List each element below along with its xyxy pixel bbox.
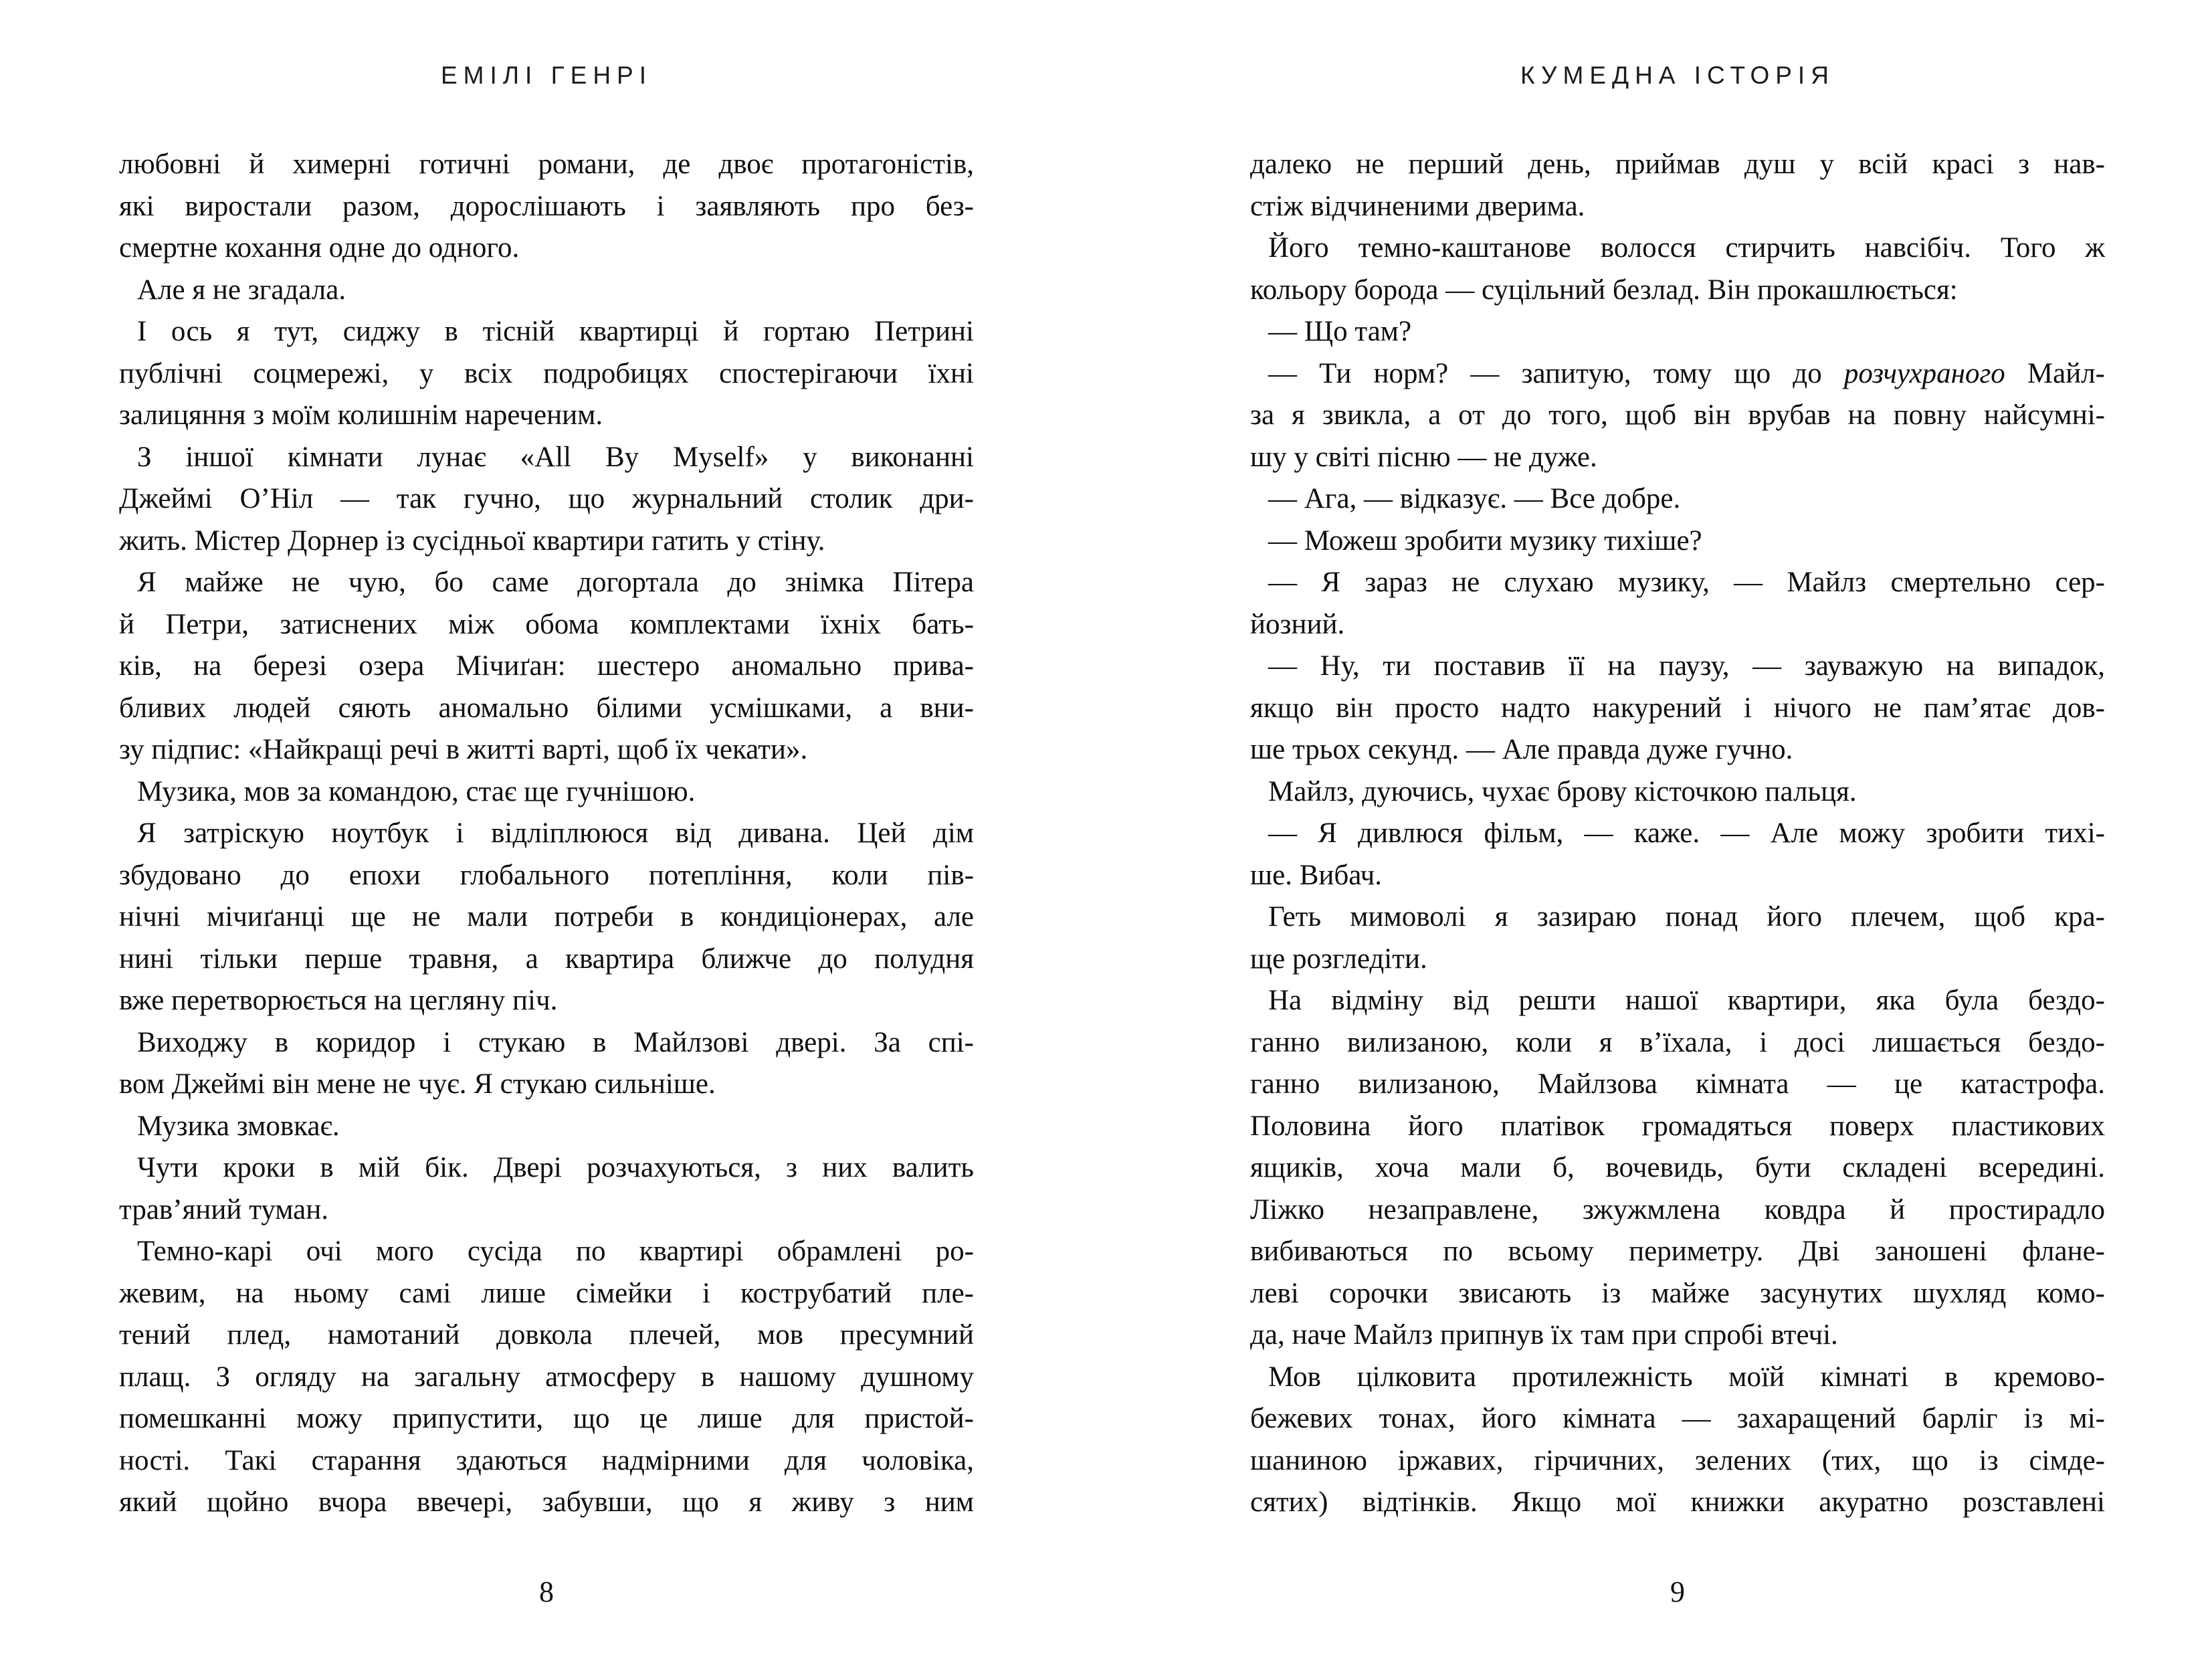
text-line: які виростали разом, дорослішають і заявляють про без- [119, 190, 974, 222]
text-line: На відміну від решти нашої квартири, яка була бездо- [1268, 985, 2105, 1016]
text-line: І ось я тут, сиджу в тісній квартирці й гортаю Петрині [137, 316, 974, 347]
text-line: — Можеш зробити музику тихіше? [1268, 524, 1702, 557]
text-line: Темно-карі очі мого сусіда по квартирі обрамлені ро- [137, 1236, 974, 1267]
text-line: смертне кохання одне до одного. [119, 232, 520, 264]
text-line: Але я не згадала. [137, 274, 346, 306]
text-line: Я майже не чую, бо саме догортала до знімка Пітера [137, 567, 974, 598]
text-line: тений плед, намотаний довкола плечей, мов пресумний [119, 1319, 974, 1351]
text-line: зу підпис: «Найкращі речі в житті варті, щоб їх чекати». [119, 734, 808, 765]
text-line: збудовано до епохи глобального потепління, коли пів- [119, 859, 974, 891]
text-line: вибиваються по всьому периметру. Дві заношені флане- [1250, 1236, 2105, 1267]
text-line: — Ти норм? — запитую, тому що до розчухраного Майл- [1268, 357, 2105, 389]
text-line: шаниною іржавих, гірчичних, зелених (тих, що із сімде- [1250, 1444, 2105, 1476]
text-line: ності. Такі старання здаються надмірними для чоловіка, [119, 1444, 974, 1476]
text-line: й Петри, затиснених між обома комплектами їхніх бать- [119, 608, 974, 640]
text-line: сятих) відтінків. Якщо мої книжки акуратно розставлені [1250, 1486, 2105, 1518]
text-block-right [1250, 144, 2105, 1524]
text-line: леві сорочки звисають із майже засунутих шухляд комо- [1250, 1277, 2105, 1309]
text-line: шу у світі пісню — не дуже. [1250, 441, 1597, 473]
text-line: — Що там? [1268, 316, 1412, 347]
text-line: нічні мічиґанці ще не мали потреби в кондиціонерах, але [119, 901, 974, 933]
text-line: — Ага, — відказує. — Все добре. [1268, 483, 1681, 514]
text-line: який щойно вчора ввечері, забувши, що я живу з ним [119, 1486, 974, 1518]
text-line: помешканні можу припустити, що це лише для пристой- [119, 1403, 974, 1434]
page-number-right: 9 [1670, 1575, 1685, 1608]
text-line: ше трьох секунд. — Але правда дуже гучно. [1250, 734, 1793, 765]
text-line: жевим, на ньому самі лише сімейки і кострубатий пле- [119, 1277, 974, 1309]
text-line: вом Джеймі він мене не чує. Я стукаю сильніше. [119, 1068, 716, 1100]
text-line: кольору борода — суцільний безлад. Він прокашлюється: [1250, 274, 1958, 306]
text-line: ще розгледіти. [1250, 943, 1427, 975]
page-right [1106, 0, 2212, 1659]
text-line: Виходжу в коридор і стукаю в Майлзові двері. За спі- [137, 1026, 974, 1058]
text-line: ше. Вибач. [1250, 859, 1383, 891]
text-line: Його темно-каштанове волосся стирчить навсібіч. Того ж [1268, 232, 2105, 264]
text-line: бежевих тонах, його кімната — захаращений барліг із мі- [1250, 1403, 2105, 1434]
text-block-left [119, 144, 974, 1524]
text-line: Майлз, дуючись, чухає брову кісточкою пальця. [1268, 775, 1857, 807]
text-line: вже перетворюється на цегляну піч. [119, 985, 558, 1016]
text-line: Геть мимоволі я зазираю понад його плечем, щоб кра- [1268, 901, 2105, 933]
text-line: Чути кроки в мій бік. Двері розчахуються, з них валить [137, 1152, 974, 1183]
text-line: бливих людей сяють аномально білими усмішками, а вни- [119, 692, 974, 724]
text-line: З іншої кімнати лунає «All By Myself» у виконанні [137, 441, 974, 473]
text-line: Джеймі О’Ніл — так гучно, що журнальний столик дри- [119, 483, 974, 514]
text-line: йозний. [1250, 608, 1345, 640]
text-line: ганно вилизаною, коли я в’їхала, і досі лишається бездо- [1250, 1026, 2105, 1058]
text-line: плащ. З огляду на загальну атмосферу в нашому душному [119, 1361, 974, 1393]
text-line: далеко не перший день, приймав душ у всій красі з нав- [1250, 149, 2105, 180]
text-line: жить. Містер Дорнер із сусідньої квартири гатить у стіну. [119, 524, 825, 557]
text-line: стіж відчиненими дверима. [1250, 190, 1585, 222]
text-line: за я звикла, а от до того, щоб він врубав на повну найсумні- [1250, 399, 2105, 431]
text-line: — Я дивлюся фільм, — каже. — Але можу зробити тихі- [1268, 817, 2105, 849]
text-line: залицяння з моїм колишнім нареченим. [119, 399, 603, 431]
text-line: ящиків, хоча мали б, вочевидь, бути складені всередині. [1250, 1152, 2105, 1183]
text-line: якщо він просто надто накурений і нічого не пам’ятає дов- [1250, 692, 2105, 724]
text-line: Ліжко незаправлене, зжужмлена ковдра й простирадло [1250, 1193, 2105, 1226]
text-line: нині тільки перше травня, а квартира ближче до полудня [119, 943, 974, 975]
text-line: Половина його платівок громадяться поверх пластикових [1250, 1110, 2105, 1142]
text-line: трав’яний туман. [119, 1193, 329, 1226]
text-line: публічні соцмережі, у всіх подробицях спостерігаючи їхні [119, 357, 974, 389]
text-line: ганно вилизаною, Майлзова кімната — це катастрофа. [1250, 1068, 2105, 1100]
text-line: ків, на березі озера Мічиґан: шестеро аномально прива- [119, 650, 974, 682]
text-line: — Ну, ти поставив її на паузу, — зауважую на випадок, [1268, 650, 2105, 682]
text-line: Я затріскую ноутбук і відліплююся від дивана. Цей дім [137, 817, 974, 849]
text-line: да, наче Майлз припнув їх там при спробі втечі. [1250, 1319, 1838, 1351]
text-line: — Я зараз не слухаю музику, — Майлз смертельно сер- [1268, 567, 2105, 598]
text-line: Мов цілковита протилежність моїй кімнаті в кремово- [1268, 1361, 2105, 1393]
running-header-title: КУМЕДНА ІСТОРІЯ [1520, 62, 1835, 89]
text-line: Музика, мов за командою, стає ще гучнішою. [137, 775, 696, 807]
text-line: Музика змовкає. [137, 1110, 340, 1142]
running-header-author: ЕМІЛІ ГЕНРІ [440, 62, 652, 89]
text-line: любовні й химерні готичні романи, де двоє протагоністів, [119, 149, 974, 180]
page-number-left: 8 [539, 1575, 554, 1608]
